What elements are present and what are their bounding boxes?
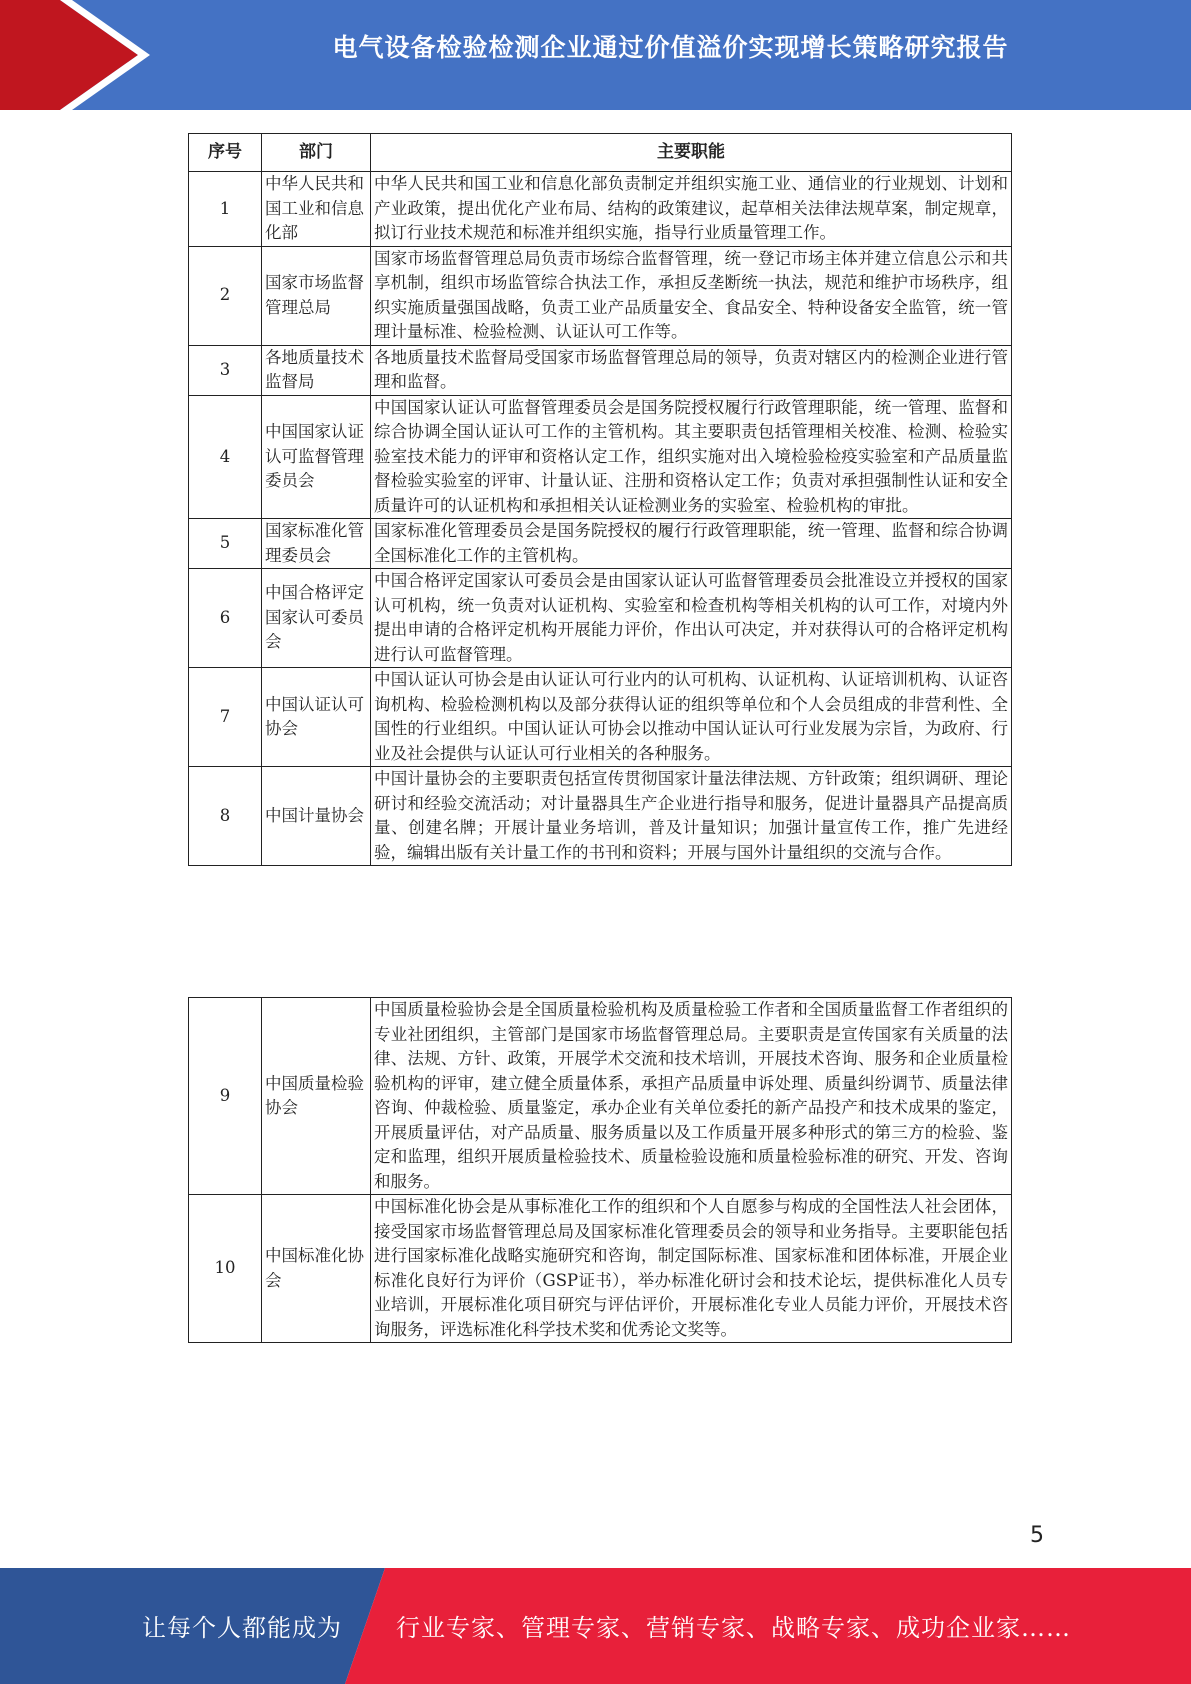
row-duties: 中国质量检验协会是全国质量检验机构及质量检验工作者和全国质量监督工作者组织的专业社团组织，主管部门是国家市场监督管理总局。主要职责是宣传国家有关质量的法律、法规、方针、政策，开展学术交流和技术培训，开展技术咨询、服务和企业质量检验机构的评审，建立健全质量体系，承担产品质量申诉处理、质量纠纷调节、质量法律咨询、仲裁检验、质量鉴定，承办企业有关单位委托的新产品投产和技术成果的鉴定，开展质量评估，对产品质量、服务质量以及工作质量开展多种形式的第三方的检验、鉴定和监理，组织开展质量检验技术、质量检验设施和质量检验标准的研究、开发、咨询和服务。	[371, 998, 1012, 1195]
row-duties: 中国合格评定国家认可委员会是由国家认证认可监督管理委员会批准设立并授权的国家认可机构，统一负责对认证机构、实验室和检查机构等相关机构的认可工作，对境内外提出申请的合格评定机构开展能力评价，作出认可决定，并对获得认可的合格评定机构进行认可监督管理。	[371, 569, 1012, 668]
row-department: 中国认证认可协会	[262, 668, 371, 767]
row-duties: 国家市场监督管理总局负责市场综合监督管理，统一登记市场主体并建立信息公示和共享机制，组织市场监管综合执法工作，承担反垄断统一执法，规范和维护市场秩序，组织实施质量强国战略，负责工业产品质量安全、食品安全、特种设备安全监管，统一管理计量标准、检验检测、认证认可工作等。	[371, 246, 1012, 345]
row-duties: 各地质量技术监督局受国家市场监督管理总局的领导，负责对辖区内的检测企业进行管理和监督。	[371, 345, 1012, 395]
report-header	[0, 0, 1191, 110]
row-number: 2	[189, 246, 262, 345]
report-title: 电气设备检验检测企业通过价值溢价实现增长策略研究报告	[332, 33, 1009, 62]
table-row	[189, 767, 1012, 866]
table-row	[189, 519, 1012, 569]
row-duties: 中华人民共和国工业和信息化部负责制定并组织实施工业、通信业的行业规划、计划和产业政策，提出优化产业布局、结构的政策建议，起草相关法律法规草案，制定规章，拟订行业技术规范和标准并组织实施，指导行业质量管理工作。	[371, 172, 1012, 247]
row-department: 中国质量检验协会	[262, 998, 371, 1195]
row-department: 各地质量技术监督局	[262, 345, 371, 395]
row-duties: 中国认证认可协会是由认证认可行业内的认可机构、认证机构、认证培训机构、认证咨询机构、检验检测机构以及部分获得认证的组织等单位和个人会员组成的非营利性、全国性的行业组织。中国认证认可协会以推动中国认证认可行业发展为宗旨，为政府、行业及社会提供与认证认可行业相关的各种服务。	[371, 668, 1012, 767]
row-number: 7	[189, 668, 262, 767]
duty-table	[188, 133, 1012, 866]
row-number: 5	[189, 519, 262, 569]
row-number: 4	[189, 395, 262, 519]
report-footer	[0, 1568, 1191, 1684]
row-department: 国家市场监督管理总局	[262, 246, 371, 345]
row-duties: 国家标准化管理委员会是国务院授权的履行行政管理职能，统一管理、监督和综合协调全国标准化工作的主管机构。	[371, 519, 1012, 569]
table-header-row	[189, 134, 1012, 172]
row-department: 国家标准化管理委员会	[262, 519, 371, 569]
column-header-department: 部门	[262, 134, 371, 172]
header-arrow-decoration	[0, 0, 160, 110]
table-row	[189, 395, 1012, 519]
row-number: 8	[189, 767, 262, 866]
table-row	[189, 569, 1012, 668]
table-row	[189, 668, 1012, 767]
table-row	[189, 246, 1012, 345]
row-number: 10	[189, 1195, 262, 1343]
row-number: 3	[189, 345, 262, 395]
row-department: 中国标准化协会	[262, 1195, 371, 1343]
row-department: 中国合格评定国家认可委员会	[262, 569, 371, 668]
column-header-number: 序号	[189, 134, 262, 172]
row-department: 中国国家认证认可监督管理委员会	[262, 395, 371, 519]
row-number: 6	[189, 569, 262, 668]
footer-slogan-left: 让每个人都能成为	[142, 1614, 342, 1642]
row-number: 1	[189, 172, 262, 247]
table-row	[189, 998, 1012, 1195]
table-row	[189, 172, 1012, 247]
row-duties: 中国标准化协会是从事标准化工作的组织和个人自愿参与构成的全国性法人社会团体，接受国家市场监督管理总局及国家标准化管理委员会的领导和业务指导。主要职能包括进行国家标准化战略实施研究和咨询，制定国际标准、国家标准和团体标准，开展企业标准化良好行为评价（GSP证书），举办标准化研讨会和技术论坛，提供标准化人员专业培训，开展标准化项目研究与评估评价，开展标准化专业人员能力评价，开展技术咨询服务，评选标准化科学技术奖和优秀论文奖等。	[371, 1195, 1012, 1343]
table-row	[189, 1195, 1012, 1343]
table-row	[189, 345, 1012, 395]
footer-slogan-right: 行业专家、管理专家、营销专家、战略专家、成功企业家……	[396, 1614, 1071, 1642]
row-department: 中国计量协会	[262, 767, 371, 866]
row-duties: 中国计量协会的主要职责包括宣传贯彻国家计量法律法规、方针政策；组织调研、理论研讨和经验交流活动；对计量器具生产企业进行指导和服务，促进计量器具产品提高质量、创建名牌；开展计量业务培训，普及计量知识；加强计量宣传工作，推广先进经验，编辑出版有关计量工作的书刊和资料；开展与国外计量组织的交流与合作。	[371, 767, 1012, 866]
row-number: 9	[189, 998, 262, 1195]
duty-table-continued	[188, 997, 1012, 1343]
page-number: 5	[1030, 1523, 1044, 1548]
row-department: 中华人民共和国工业和信息化部	[262, 172, 371, 247]
row-duties: 中国国家认证认可监督管理委员会是国务院授权履行行政管理职能，统一管理、监督和综合协调全国认证认可工作的主管机构。其主要职责包括管理相关校准、检测、检验实验室技术能力的评审和资格认定工作，组织实施对出入境检验检疫实验室和产品质量监督检验实验室的评审、计量认证、注册和资格认定工作；负责对承担强制性认证和安全质量许可的认证机构和承担相关认证检测业务的实验室、检验机构的审批。	[371, 395, 1012, 519]
column-header-duties: 主要职能	[371, 134, 1012, 172]
